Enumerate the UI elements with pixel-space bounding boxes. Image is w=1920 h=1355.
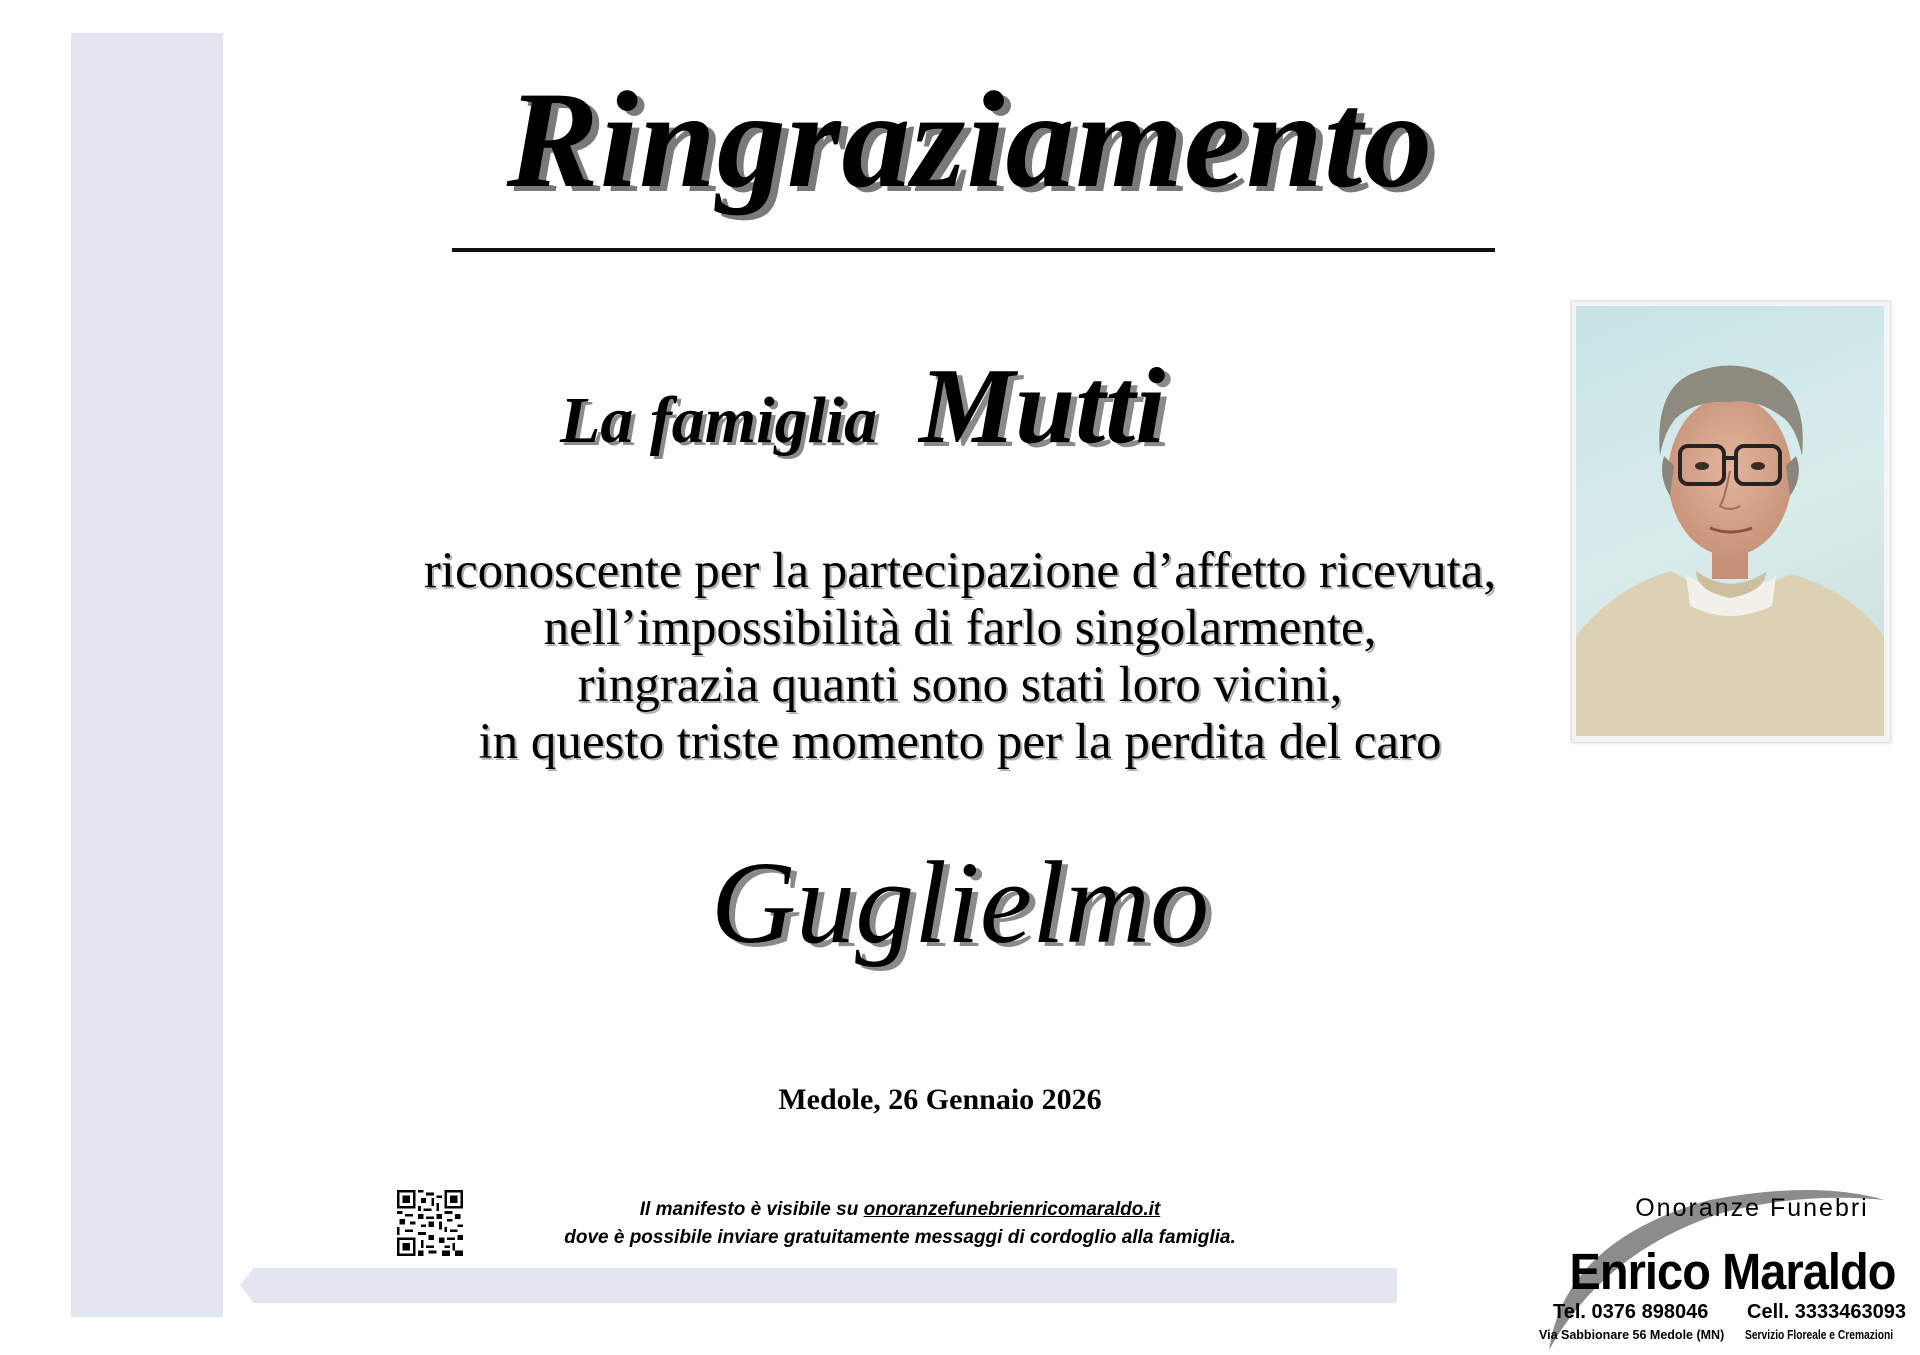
logo-name: Enrico Maraldo [1569, 1243, 1896, 1300]
qr-code-icon[interactable] [397, 1190, 463, 1256]
page-title: Ringraziamento [506, 63, 1434, 216]
family-surname: Mutti [919, 347, 1166, 466]
portrait-frame [1572, 302, 1890, 742]
message-line-2: nell’impossibilità di farlo singolarmente, [543, 600, 1377, 656]
logo-brand: Onoranze Funebri [1635, 1194, 1869, 1222]
notice-line-1 [470, 1196, 1330, 1224]
website-link[interactable]: onoranzefunebrienricomaraldo.it [863, 1199, 1161, 1220]
logo-address: Via Sabbionare 56 Medole (MN) [1539, 1328, 1725, 1342]
logo-cell: Cell. 3333463093 [1747, 1301, 1907, 1323]
deceased-name: Guglielmo [710, 837, 1210, 968]
notice-prefix: Il manifesto è visibile su [639, 1199, 864, 1220]
funeral-home-logo [1535, 1170, 1920, 1355]
logo-services: Servizio Floreale e Cremazioni [1745, 1328, 1894, 1342]
notice-line-2: dove è possibile inviare gratuitamente messaggi di cordoglio alla famiglia. [564, 1227, 1236, 1248]
logo-phone: Tel. 0376 898046 [1553, 1301, 1709, 1323]
title-divider [452, 248, 1495, 252]
place-date: Medole, 26 Gennaio 2026 [778, 1083, 1102, 1116]
family-prefix: La famiglia [560, 384, 878, 457]
family-line [560, 345, 1360, 469]
online-notice [470, 1196, 1330, 1252]
message-line-1: riconoscente per la partecipazione d’affetto ricevuta, [423, 543, 1497, 599]
deceased-portrait [1576, 306, 1884, 736]
decorative-stripe-left [71, 33, 223, 1317]
decorative-stripe-bottom [253, 1268, 1397, 1303]
thanks-message [300, 543, 1620, 771]
message-line-3: ringrazia quanti sono stati loro vicini, [577, 657, 1343, 713]
decorative-stripe-notch [240, 1268, 254, 1303]
message-line-4: in questo triste momento per la perdita del caro [478, 714, 1442, 770]
